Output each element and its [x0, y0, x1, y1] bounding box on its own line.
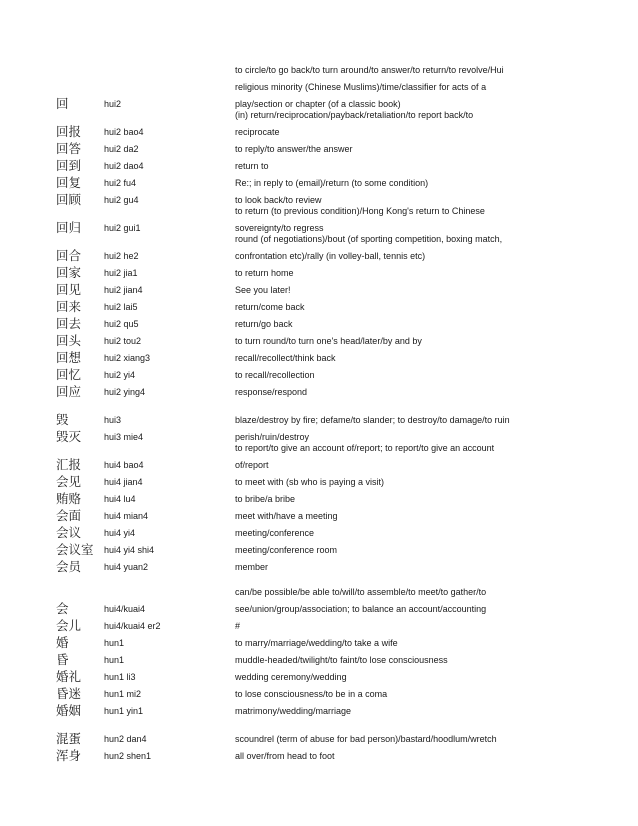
- definition-line: muddle-headed/twilight/to faint/to lose consciousness: [235, 654, 448, 665]
- entry-definition: [235, 748, 545, 765]
- definition-line: return/come back: [235, 301, 305, 312]
- entry-definition: [235, 175, 545, 192]
- entry-definition: [235, 158, 545, 175]
- definition-line: of/report: [235, 459, 269, 470]
- entry-definition: [235, 618, 545, 635]
- entry-definition: [235, 559, 545, 576]
- entry-pinyin: hui4 yuan2: [104, 562, 149, 572]
- entry-hanzi: 会儿: [56, 618, 82, 633]
- definition-line: to bribe/a bribe: [235, 493, 296, 504]
- entry-pinyin: hui3: [104, 415, 122, 425]
- entry-hanzi: 回来: [56, 299, 82, 314]
- definition-line: meeting/conference room: [235, 544, 338, 555]
- entry-pinyin: hui4 bao4: [104, 460, 144, 470]
- entry-definition: [235, 265, 545, 282]
- definition-line: See you later!: [235, 284, 291, 295]
- entry-hanzi: 婚礼: [56, 669, 82, 684]
- definition-line: to recall/recollection: [235, 369, 315, 380]
- definition-line: meet with/have a meeting: [235, 510, 338, 521]
- entry-hanzi: 回头: [56, 333, 82, 348]
- entry-definition: [235, 384, 545, 401]
- definition-line: blaze/destroy by fire; defame/to slander; to destroy/to damage/to ruin: [235, 414, 510, 425]
- definition-line: play/section or chapter (of a classic book): [235, 98, 401, 109]
- definition-line: to circle/to go back/to turn around/to answer/to return/to revolve/Hui: [235, 64, 504, 75]
- entry-hanzi: 回: [56, 96, 69, 111]
- definition-line: Re:; in reply to (email)/return (to some condition): [235, 177, 429, 188]
- entry-definition: [235, 703, 545, 720]
- entry-pinyin: hui2 he2: [104, 251, 139, 261]
- definition-line: to lose consciousness/to be in a coma: [235, 688, 388, 699]
- entry-definition: [235, 141, 545, 158]
- definition-line: return/go back: [235, 318, 293, 329]
- entry-pinyin: hui2 gui1: [104, 223, 141, 233]
- entry-definition: [235, 440, 545, 474]
- entry-pinyin: hui2 ying4: [104, 387, 146, 397]
- entry-hanzi: 毁: [56, 412, 69, 427]
- definition-line: to reply/to answer/the answer: [235, 143, 353, 154]
- entry-definition: [235, 491, 545, 508]
- entry-pinyin: hui2 xiang3: [104, 353, 151, 363]
- entry-pinyin: hui4 jian4: [104, 477, 143, 487]
- entry-pinyin: hui4 yi4: [104, 528, 136, 538]
- definition-line: to report/to give an account of/report; to report/to give an account: [235, 442, 495, 453]
- definition-line: round (of negotiations)/bout (of sporting competition, boxing match,: [235, 233, 503, 244]
- entry-definition: [235, 350, 545, 367]
- definition-line: wedding ceremony/wedding: [235, 671, 347, 682]
- definition-line: return to: [235, 160, 269, 171]
- entry-definition: [235, 584, 545, 618]
- entry-hanzi: 混蛋: [56, 731, 82, 746]
- entry-hanzi: 会: [56, 601, 69, 616]
- entry-hanzi: 会议室: [56, 542, 94, 557]
- definition-line: matrimony/wedding/marriage: [235, 705, 352, 716]
- entry-pinyin: hun2 dan4: [104, 734, 147, 744]
- definition-line: to return home: [235, 267, 294, 278]
- entry-pinyin: hui2: [104, 99, 122, 109]
- entry-definition: [235, 282, 545, 299]
- definition-line: to marry/marriage/wedding/to take a wife: [235, 637, 398, 648]
- definition-line: #: [235, 620, 241, 631]
- entry-hanzi: 回顾: [56, 192, 82, 207]
- entry-hanzi: 回去: [56, 316, 82, 331]
- definition-line: can/be possible/be able to/will/to assemble/to meet/to gather/to: [235, 586, 487, 597]
- entry-pinyin: hui4 mian4: [104, 511, 149, 521]
- entry-hanzi: 婚姻: [56, 703, 82, 718]
- entry-pinyin: hun1: [104, 655, 125, 665]
- entry-definition: [235, 731, 545, 748]
- entry-pinyin: hun1 mi2: [104, 689, 142, 699]
- entry-hanzi: 回忆: [56, 367, 82, 382]
- definition-line: to meet with (sb who is paying a visit): [235, 476, 385, 487]
- entry-hanzi: 会见: [56, 474, 82, 489]
- entry-pinyin: hui2 bao4: [104, 127, 144, 137]
- entry-pinyin: hui2 jia1: [104, 268, 138, 278]
- entry-hanzi: 浑身: [56, 748, 82, 763]
- entry-definition: [235, 316, 545, 333]
- entry-hanzi: 回复: [56, 175, 82, 190]
- definition-line: perish/ruin/destroy: [235, 431, 310, 442]
- entry-pinyin: hui4/kuai4 er2: [104, 621, 161, 631]
- definition-line: confrontation etc)/rally (in volley-ball, tennis etc): [235, 250, 426, 261]
- entry-pinyin: hui4 lu4: [104, 494, 136, 504]
- entry-definition: [235, 542, 545, 559]
- entry-definition: [235, 508, 545, 525]
- definition-line: meeting/conference: [235, 527, 315, 538]
- entry-pinyin: hui2 jian4: [104, 285, 143, 295]
- definition-line: sovereignty/to regress: [235, 222, 324, 233]
- definition-line: religious minority (Chinese Muslims)/time/classifier for acts of a: [235, 81, 487, 92]
- definition-line: recall/recollect/think back: [235, 352, 336, 363]
- entry-hanzi: 会员: [56, 559, 82, 574]
- entry-hanzi: 昏迷: [56, 686, 82, 701]
- entry-hanzi: 回归: [56, 220, 82, 235]
- entry-definition: [235, 474, 545, 491]
- entry-pinyin: hui2 lai5: [104, 302, 138, 312]
- entry-hanzi: 回家: [56, 265, 82, 280]
- entry-pinyin: hui4 yi4 shi4: [104, 545, 155, 555]
- entry-definition: [235, 231, 545, 265]
- definition-line: (in) return/reciprocation/payback/retaliation/to report back/to: [235, 109, 474, 120]
- definition-line: see/union/group/association; to balance an account/accounting: [235, 603, 487, 614]
- entry-definition: [235, 525, 545, 542]
- entry-pinyin: hui2 dao4: [104, 161, 144, 171]
- definition-line: all over/from head to foot: [235, 750, 335, 761]
- entry-hanzi: 会面: [56, 508, 82, 523]
- entry-hanzi: 会议: [56, 525, 82, 540]
- entry-definition: [235, 669, 545, 686]
- definition-line: response/respond: [235, 386, 308, 397]
- entry-hanzi: 回合: [56, 248, 82, 263]
- definition-line: member: [235, 561, 269, 572]
- entry-pinyin: hui2 fu4: [104, 178, 137, 188]
- entry-hanzi: 回答: [56, 141, 82, 156]
- entry-hanzi: 昏: [56, 652, 69, 667]
- entry-pinyin: hun1: [104, 638, 125, 648]
- entry-hanzi: 回见: [56, 282, 82, 297]
- entry-pinyin: hui2 da2: [104, 144, 139, 154]
- definition-line: to return (to previous condition)/Hong Kong's return to Chinese: [235, 205, 485, 216]
- entry-hanzi: 回报: [56, 124, 82, 139]
- entry-hanzi: 毁灭: [56, 429, 82, 444]
- entry-pinyin: hui2 qu5: [104, 319, 139, 329]
- definition-line: to look back/to review: [235, 194, 322, 205]
- entry-pinyin: hun2 shen1: [104, 751, 152, 761]
- entry-definition: [235, 62, 545, 113]
- entry-definition: [235, 652, 545, 669]
- entry-pinyin: hui2 yi4: [104, 370, 136, 380]
- entry-hanzi: 回到: [56, 158, 82, 173]
- definition-line: reciprocate: [235, 126, 280, 137]
- entry-pinyin: hui2 tou2: [104, 336, 142, 346]
- entry-definition: [235, 686, 545, 703]
- entry-pinyin: hun1 yin1: [104, 706, 144, 716]
- entry-pinyin: hui4/kuai4: [104, 604, 146, 614]
- entry-definition: [235, 299, 545, 316]
- entry-hanzi: 回应: [56, 384, 82, 399]
- definition-line: to turn round/to turn one's head/later/by and by: [235, 335, 422, 346]
- entry-hanzi: 汇报: [56, 457, 82, 472]
- entry-hanzi: 贿赂: [56, 491, 82, 506]
- entry-hanzi: 婚: [56, 635, 69, 650]
- entry-definition: [235, 107, 545, 141]
- entry-definition: [235, 333, 545, 350]
- entry-definition: [235, 367, 545, 384]
- entry-definition: [235, 635, 545, 652]
- entry-pinyin: hui3 mie4: [104, 432, 144, 442]
- definition-line: scoundrel (term of abuse for bad person)/bastard/hoodlum/wretch: [235, 733, 497, 744]
- entry-definition: [235, 412, 545, 429]
- entry-pinyin: hui2 gu4: [104, 195, 139, 205]
- entry-hanzi: 回想: [56, 350, 82, 365]
- entry-pinyin: hun1 li3: [104, 672, 136, 682]
